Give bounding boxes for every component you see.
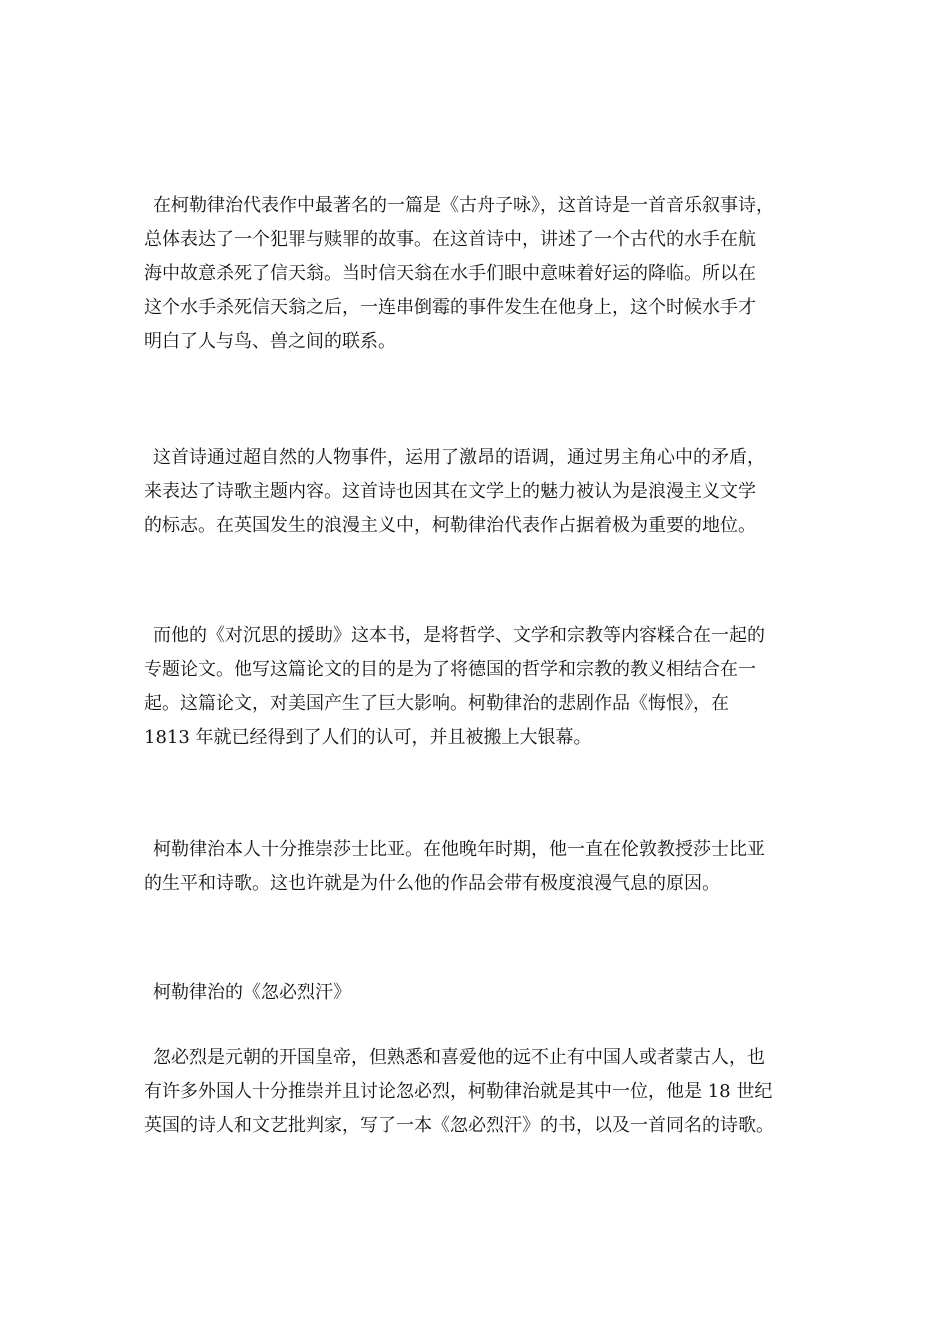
text-line: 的生平和诗歌。这也许就是为什么他的作品会带有极度浪漫气息的原因。: [144, 873, 720, 894]
text-line: 柯勒律治的《忽必烈汗》: [153, 982, 351, 1003]
paragraph-romanticism-significance: [144, 441, 765, 543]
text-line: 1813 年就已经得到了人们的认可，并且被搬上大银幕。: [144, 727, 592, 748]
paragraph-shakespeare: [144, 833, 765, 901]
text-line: 专题论文。他写这篇论文的目的是为了将德国的哲学和宗教的教义相结合在一: [144, 659, 756, 680]
text-line: 这首诗通过超自然的人物事件，运用了激昂的语调，通过男主角心中的矛盾，: [153, 447, 765, 468]
text-line: 在柯勒律治代表作中最著名的一篇是《古舟子咏》，这首诗是一首音乐叙事诗，: [153, 195, 774, 216]
text-line: 来表达了诗歌主题内容。这首诗也因其在文学上的魅力被认为是浪漫主义文学: [144, 481, 756, 502]
text-line: 而他的《对沉思的援助》这本书，是将哲学、文学和宗教等内容糅合在一起的: [153, 625, 765, 646]
text-line: 总体表达了一个犯罪与赎罪的故事。在这首诗中，讲述了一个古代的水手在航: [144, 229, 756, 250]
text-line: 海中故意杀死了信天翁。当时信天翁在水手们眼中意味着好运的降临。所以在: [144, 263, 756, 284]
text-line: 这个水手杀死信天翁之后，一连串倒霉的事件发生在他身上，这个时候水手才: [144, 297, 756, 318]
paragraph-aids-to-reflection: [144, 619, 765, 755]
paragraph-rime-of-ancient-mariner: [144, 189, 774, 359]
text-line: 起。这篇论文，对美国产生了巨大影响。柯勒律治的悲剧作品《悔恨》，在: [144, 693, 729, 714]
text-line: 忽必烈是元朝的开国皇帝，但熟悉和喜爱他的远不止有中国人或者蒙古人，也: [153, 1047, 765, 1068]
text-line: 有许多外国人十分推崇并且讨论忽必烈，柯勒律治就是其中一位，他是 18 世纪: [144, 1081, 773, 1102]
text-line: 柯勒律治本人十分推崇莎士比亚。在他晚年时期，他一直在伦敦教授莎士比亚: [153, 839, 765, 860]
text-line: 英国的诗人和文艺批判家，写了一本《忽必烈汗》的书，以及一首同名的诗歌。: [144, 1115, 774, 1136]
paragraph-kublai: [144, 1041, 774, 1143]
section-heading-kubla-khan: [144, 976, 351, 1010]
text-line: 明白了人与鸟、兽之间的联系。: [144, 331, 396, 352]
text-line: 的标志。在英国发生的浪漫主义中，柯勒律治代表作占据着极为重要的地位。: [144, 515, 756, 536]
